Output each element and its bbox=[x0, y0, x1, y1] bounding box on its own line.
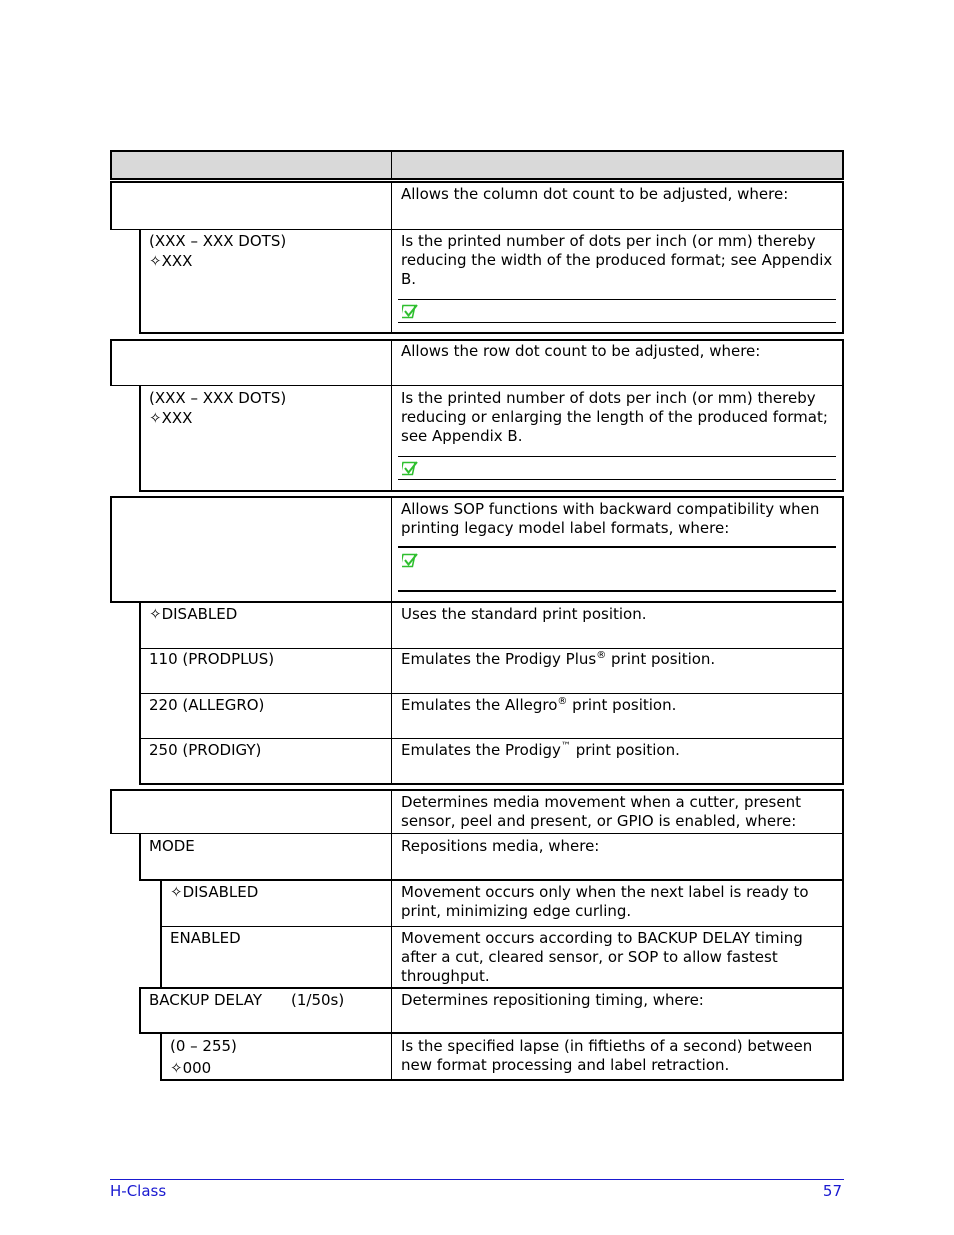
backup-delay-desc: Determines repositioning timing, where: bbox=[401, 991, 704, 1009]
backup-delay-default: ✧000 bbox=[170, 1059, 212, 1077]
checkmark-note-icon bbox=[402, 460, 420, 476]
rule bbox=[139, 879, 844, 881]
mode-enabled-desc: Movement occurs according to BACKUP DELAY timing after a cut, cleared sensor, or SOP to allow fastest throughput. bbox=[401, 929, 803, 985]
sop-option-desc bbox=[401, 696, 676, 715]
row-param-desc: Is the printed number of dots per inch (or mm) thereby reducing or enlarging the length of the produced format; see Appendix B. bbox=[401, 389, 828, 445]
registered-mark: ® bbox=[557, 696, 568, 707]
sop-option-desc: Uses the standard print position. bbox=[401, 605, 647, 623]
sop-option-desc bbox=[401, 650, 715, 669]
sop-description: Allows SOP functions with backward compatibility when printing legacy model label formats, where: bbox=[401, 500, 820, 537]
sop-option-desc-text: Emulates the Allegro bbox=[401, 696, 558, 714]
row-param-range: (XXX – XXX DOTS) bbox=[149, 389, 287, 407]
rule bbox=[139, 229, 141, 334]
rule bbox=[110, 496, 112, 603]
rule bbox=[110, 181, 112, 230]
rule bbox=[110, 229, 844, 230]
rule bbox=[160, 1032, 162, 1081]
header-divider bbox=[391, 150, 392, 180]
footer-rule bbox=[110, 1179, 844, 1180]
column-param-default: ✧XXX bbox=[149, 252, 193, 270]
note-rule bbox=[398, 322, 836, 323]
sop-option-desc-text: Emulates the Prodigy bbox=[401, 741, 561, 759]
rule bbox=[110, 833, 844, 834]
rule bbox=[842, 496, 844, 785]
note-rule bbox=[398, 590, 836, 592]
rule bbox=[391, 181, 392, 334]
rule bbox=[139, 987, 844, 989]
rule bbox=[139, 738, 844, 739]
sop-option-desc-tail: print position. bbox=[606, 650, 716, 668]
mode-enabled-label: ENABLED bbox=[170, 929, 241, 947]
rule bbox=[160, 926, 844, 927]
rule bbox=[842, 181, 844, 334]
sop-option-desc-tail: print position. bbox=[570, 741, 680, 759]
backup-delay-unit: (1/50s) bbox=[291, 991, 345, 1009]
checkmark-note-icon bbox=[402, 303, 420, 319]
rule bbox=[110, 181, 844, 183]
backup-delay-range: (0 – 255) bbox=[170, 1037, 237, 1055]
sop-option-label: 110 (PRODPLUS) bbox=[149, 650, 275, 668]
rule bbox=[139, 490, 844, 492]
rule bbox=[160, 1079, 844, 1081]
note-rule bbox=[398, 299, 836, 300]
registered-mark: ® bbox=[596, 650, 607, 661]
backup-description: Determines media movement when a cutter, present sensor, peel and present, or GPIO is enabled, where: bbox=[401, 793, 801, 830]
rule bbox=[110, 339, 844, 341]
sop-option-label: 220 (ALLEGRO) bbox=[149, 696, 265, 714]
rule bbox=[391, 496, 392, 785]
rule bbox=[139, 648, 844, 649]
row-param-default: ✧XXX bbox=[149, 409, 193, 427]
rule bbox=[139, 385, 141, 492]
mode-disabled-label: ✧DISABLED bbox=[170, 883, 259, 901]
sop-option-label: 250 (PRODIGY) bbox=[149, 741, 262, 759]
rule bbox=[160, 879, 162, 989]
rule bbox=[110, 339, 112, 386]
column-param-desc: Is the printed number of dots per inch (or mm) thereby reducing the width of the produced format; see Appendix B. bbox=[401, 232, 833, 288]
rule bbox=[110, 385, 844, 386]
mode-label: MODE bbox=[149, 837, 195, 855]
mode-desc: Repositions media, where: bbox=[401, 837, 600, 855]
footer-product-name: H-Class bbox=[110, 1182, 167, 1200]
rule bbox=[110, 789, 844, 791]
sop-option-desc-text: Emulates the Prodigy Plus bbox=[401, 650, 597, 668]
rule bbox=[110, 496, 844, 498]
sop-option-desc bbox=[401, 741, 680, 760]
backup-delay-label: BACKUP DELAY bbox=[149, 991, 262, 1009]
backup-delay-range-desc: Is the specified lapse (in fiftieths of a second) between new format processing and label retraction. bbox=[401, 1037, 813, 1074]
note-rule bbox=[398, 456, 836, 457]
rule bbox=[139, 783, 844, 785]
rule bbox=[139, 833, 141, 881]
sop-option-label: ✧DISABLED bbox=[149, 605, 238, 623]
row-description: Allows the row dot count to be adjusted, where: bbox=[401, 342, 761, 360]
rule bbox=[842, 339, 844, 492]
rule bbox=[139, 987, 141, 1034]
column-param-range: (XXX – XXX DOTS) bbox=[149, 232, 287, 250]
table-header bbox=[110, 150, 844, 180]
sop-option-desc-tail: print position. bbox=[567, 696, 677, 714]
checkmark-note-icon bbox=[402, 552, 420, 568]
rule bbox=[139, 693, 844, 694]
page-number: 57 bbox=[822, 1182, 842, 1200]
trademark-mark: ™ bbox=[560, 741, 571, 752]
rule bbox=[391, 339, 392, 492]
rule bbox=[139, 1032, 844, 1034]
rule bbox=[110, 789, 112, 834]
mode-disabled-desc: Movement occurs only when the next label is ready to print, minimizing edge curling. bbox=[401, 883, 809, 920]
note-rule bbox=[398, 546, 836, 548]
column-description: Allows the column dot count to be adjusted, where: bbox=[401, 185, 789, 203]
rule bbox=[139, 332, 844, 334]
note-rule bbox=[398, 479, 836, 480]
rule bbox=[110, 601, 844, 603]
